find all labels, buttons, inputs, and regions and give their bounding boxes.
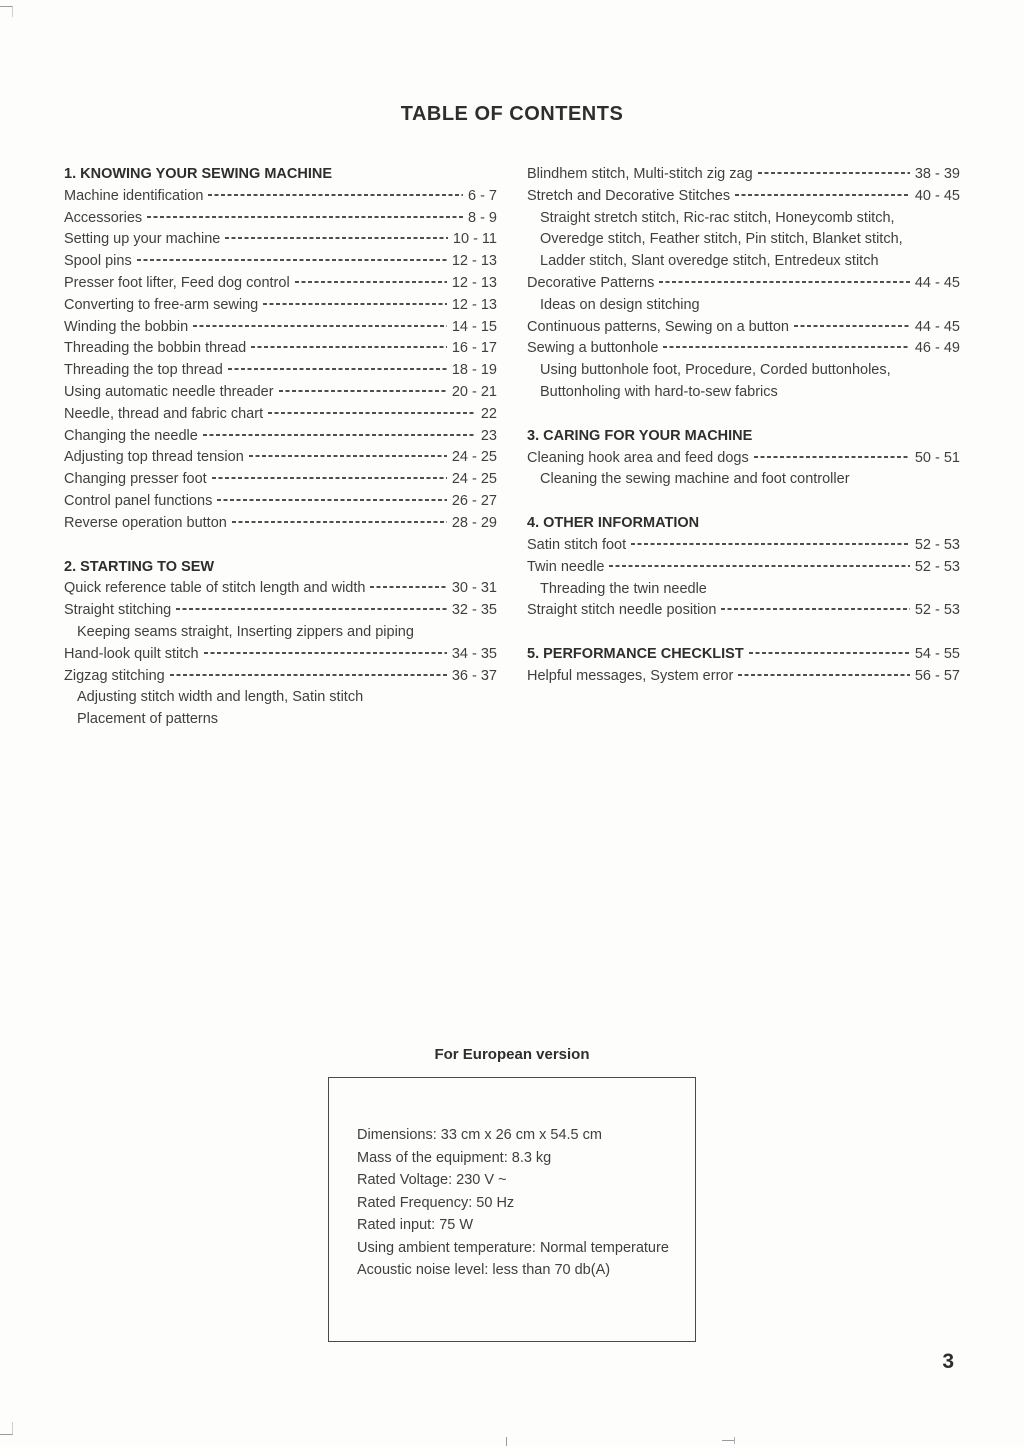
dashed-leader — [738, 674, 910, 676]
toc-entry-pages: 24 - 25 — [451, 471, 497, 488]
dashed-leader — [212, 477, 447, 479]
specification-line: Using ambient temperature: Normal temperature — [357, 1239, 669, 1256]
toc-entry-label: Using automatic needle threader — [64, 383, 274, 400]
toc-entry — [64, 404, 497, 426]
toc-entry-pages: 24 - 25 — [451, 449, 497, 466]
dashed-leader — [147, 216, 463, 218]
toc-entry — [527, 338, 960, 360]
toc-column-left — [64, 164, 497, 731]
toc-entry-label: Straight stitching — [64, 602, 172, 619]
toc-entry-pages: 14 - 15 — [451, 318, 497, 335]
toc-entry — [64, 317, 497, 339]
toc-entry-label: Quick reference table of stitch length and width — [64, 580, 366, 597]
section-heading: 3. CARING FOR YOUR MACHINE — [527, 427, 753, 444]
toc-entry-pages: 12 - 13 — [451, 296, 497, 313]
toc-entry-label: Accessories — [64, 209, 143, 226]
dashed-leader — [279, 390, 447, 392]
toc-entry — [64, 229, 497, 251]
toc-entry-pages: 32 - 35 — [451, 602, 497, 619]
dashed-leader — [758, 172, 910, 174]
toc-subentry: Buttonholing with hard-to-sew fabrics — [540, 383, 778, 400]
specification-line: Mass of the equipment: 8.3 kg — [357, 1149, 552, 1166]
toc-entry-pages: 50 - 51 — [914, 449, 960, 466]
toc-entry — [64, 360, 497, 382]
crop-mark-bottom-left — [0, 1422, 13, 1435]
dashed-leader — [295, 281, 447, 283]
toc-entry-label: Changing presser foot — [64, 471, 207, 488]
toc-entry — [64, 295, 497, 317]
toc-entry — [64, 273, 497, 295]
toc-entry-pages: 23 — [480, 427, 497, 444]
toc-entry-label: Satin stitch foot — [527, 536, 627, 553]
toc-entry-label: Threading the bobbin thread — [64, 340, 247, 357]
specification-line: Rated Voltage: 230 V ~ — [357, 1172, 507, 1188]
toc-entry-label: Converting to free-arm sewing — [64, 296, 259, 313]
toc-entry — [64, 338, 497, 360]
toc-entry-label: Machine identification — [64, 187, 204, 204]
toc-entry-label: Blindhem stitch, Multi-stitch zig zag — [527, 166, 753, 182]
toc-entry-pages: 16 - 17 — [451, 340, 497, 357]
toc-subentry: Adjusting stitch width and length, Satin stitch — [77, 689, 364, 706]
toc-entry-label: Presser foot lifter, Feed dog control — [64, 274, 290, 291]
specification-line: Dimensions: 33 cm x 26 cm x 54.5 cm — [357, 1127, 602, 1143]
toc-entry-pages: 44 - 45 — [914, 274, 960, 291]
toc-entry-pages: 22 — [480, 405, 497, 422]
toc-entry-label: Reverse operation button — [64, 514, 227, 531]
specification-line: Rated Frequency: 50 Hz — [357, 1194, 515, 1211]
toc-entry — [527, 448, 960, 470]
toc-entry — [527, 317, 960, 339]
section-heading: 4. OTHER INFORMATION — [527, 515, 700, 532]
toc-subentry: Using buttonhole foot, Procedure, Corded buttonholes, — [540, 362, 891, 379]
toc-entry-label: 5. PERFORMANCE CHECKLIST — [527, 646, 744, 663]
toc-entry — [64, 426, 497, 448]
dashed-leader — [609, 565, 909, 567]
toc-entry — [64, 382, 497, 404]
toc-entry-label: Changing the needle — [64, 427, 198, 444]
toc-entry-pages: 12 - 13 — [451, 253, 497, 270]
dashed-leader — [137, 259, 447, 261]
toc-entry — [527, 535, 960, 557]
toc-entry — [64, 578, 497, 600]
dashed-leader — [249, 455, 447, 457]
crop-mark-top-left — [0, 6, 13, 17]
section-heading: 2. STARTING TO SEW — [64, 558, 215, 575]
toc-entry — [64, 513, 497, 535]
toc-entry — [64, 251, 497, 273]
toc-entry-label: Adjusting top thread tension — [64, 449, 244, 466]
page-number: 3 — [942, 1350, 954, 1373]
toc-entry-label: Decorative Patterns — [527, 274, 655, 291]
dashed-leader — [631, 543, 910, 545]
crop-mark-bottom-center — [506, 1437, 507, 1446]
toc-entry-pages: 6 - 7 — [467, 187, 497, 204]
dashed-leader — [176, 608, 447, 610]
toc-entry — [527, 557, 960, 579]
toc-entry-pages: 56 - 57 — [914, 667, 960, 684]
toc-subentry: Overedge stitch, Feather stitch, Pin stitch, Blanket stitch, — [540, 231, 903, 248]
toc-entry — [64, 469, 497, 491]
toc-entry — [527, 186, 960, 208]
dashed-leader — [263, 303, 447, 305]
european-version-section — [0, 1046, 1024, 1342]
dashed-leader — [203, 434, 476, 436]
toc-entry-pages: 30 - 31 — [451, 580, 497, 597]
toc-entry-label: Winding the bobbin — [64, 318, 189, 335]
toc-entry — [64, 208, 497, 230]
toc-entry-label: Cleaning hook area and feed dogs — [527, 449, 749, 466]
toc-entry-pages: 54 - 55 — [914, 646, 960, 663]
toc-subentry: Threading the twin needle — [540, 580, 707, 597]
toc-entry-label: Straight stitch needle position — [527, 602, 717, 619]
specification-line: Acoustic noise level: less than 70 db(A) — [357, 1262, 611, 1278]
toc-entry-pages: 28 - 29 — [451, 514, 497, 531]
toc-entry-pages: 10 - 11 — [452, 231, 497, 248]
dashed-leader — [251, 346, 447, 348]
toc-subentry: Cleaning the sewing machine and foot controller — [540, 471, 850, 488]
toc-entry-label: Control panel functions — [64, 492, 213, 509]
toc-entry-pages: 36 - 37 — [451, 667, 497, 684]
dashed-leader — [754, 456, 910, 458]
toc-entry-pages: 44 - 45 — [914, 318, 960, 335]
crop-mark-bottom-right-tick-vertical — [734, 1437, 735, 1444]
toc-entry-label: Twin needle — [527, 558, 605, 575]
toc-entry — [64, 491, 497, 513]
dashed-leader — [204, 652, 447, 654]
toc-entry-pages: 26 - 27 — [451, 492, 497, 509]
section-heading: 1. KNOWING YOUR SEWING MACHINE — [64, 166, 332, 182]
toc-entry-pages: 20 - 21 — [451, 383, 497, 400]
toc-entry-label: Continuous patterns, Sewing on a button — [527, 318, 789, 335]
toc-subentry: Ladder stitch, Slant overedge stitch, Entredeux stitch — [540, 253, 879, 270]
dashed-leader — [721, 608, 909, 610]
toc-entry — [527, 666, 960, 688]
toc-entry-pages: 8 - 9 — [467, 209, 497, 226]
dashed-leader — [663, 346, 909, 348]
toc-entry — [64, 186, 497, 208]
specifications-box — [328, 1077, 696, 1342]
specification-line: Rated input: 75 W — [357, 1217, 474, 1233]
dashed-leader — [370, 586, 446, 588]
dashed-leader — [232, 521, 447, 523]
dashed-leader — [228, 368, 447, 370]
toc-entry-pages: 52 - 53 — [914, 602, 960, 619]
toc-entry-label: Needle, thread and fabric chart — [64, 405, 264, 422]
toc-entry-label: Stretch and Decorative Stitches — [527, 187, 731, 204]
toc-entry — [527, 164, 960, 186]
dashed-leader — [659, 281, 910, 283]
toc-entry — [64, 666, 497, 688]
toc-columns — [64, 164, 960, 731]
toc-entry-label: Zigzag stitching — [64, 667, 165, 684]
toc-entry — [527, 273, 960, 295]
toc-entry — [64, 644, 497, 666]
page-title: TABLE OF CONTENTS — [400, 103, 624, 125]
section-heading-entry — [527, 644, 960, 666]
toc-column-right — [527, 164, 960, 731]
toc-entry-pages: 46 - 49 — [914, 340, 960, 357]
toc-entry-pages: 34 - 35 — [451, 645, 497, 662]
toc-entry-pages: 18 - 19 — [451, 362, 497, 379]
dashed-leader — [170, 674, 447, 676]
toc-entry-pages: 12 - 13 — [451, 274, 497, 291]
toc-entry-pages: 52 - 53 — [914, 536, 960, 553]
toc-entry-label: Helpful messages, System error — [527, 667, 734, 684]
dashed-leader — [225, 237, 448, 239]
toc-subentry: Ideas on design stitching — [540, 296, 700, 313]
dashed-leader — [268, 412, 476, 414]
dashed-leader — [794, 325, 910, 327]
toc-entry-label: Hand-look quilt stitch — [64, 645, 199, 662]
toc-entry — [527, 600, 960, 622]
toc-entry-pages: 52 - 53 — [914, 558, 960, 575]
toc-subentry: Straight stretch stitch, Ric-rac stitch, Honeycomb stitch, — [540, 209, 895, 226]
dashed-leader — [193, 325, 447, 327]
toc-entry-pages: 38 - 39 — [914, 166, 960, 182]
toc-entry-label: Sewing a buttonhole — [527, 340, 659, 357]
toc-subentry: Keeping seams straight, Inserting zippers and piping — [77, 623, 414, 640]
dashed-leader — [208, 194, 463, 196]
toc-subentry: Placement of patterns — [77, 711, 219, 728]
dashed-leader — [749, 652, 910, 654]
toc-entry — [64, 600, 497, 622]
toc-entry-label: Spool pins — [64, 253, 132, 270]
european-version-title: For European version — [434, 1046, 590, 1063]
dashed-leader — [217, 499, 447, 501]
dashed-leader — [735, 194, 910, 196]
toc-entry — [64, 447, 497, 469]
toc-entry-pages: 40 - 45 — [914, 187, 960, 204]
toc-entry-label: Threading the top thread — [64, 362, 223, 379]
toc-entry-label: Setting up your machine — [64, 231, 221, 248]
